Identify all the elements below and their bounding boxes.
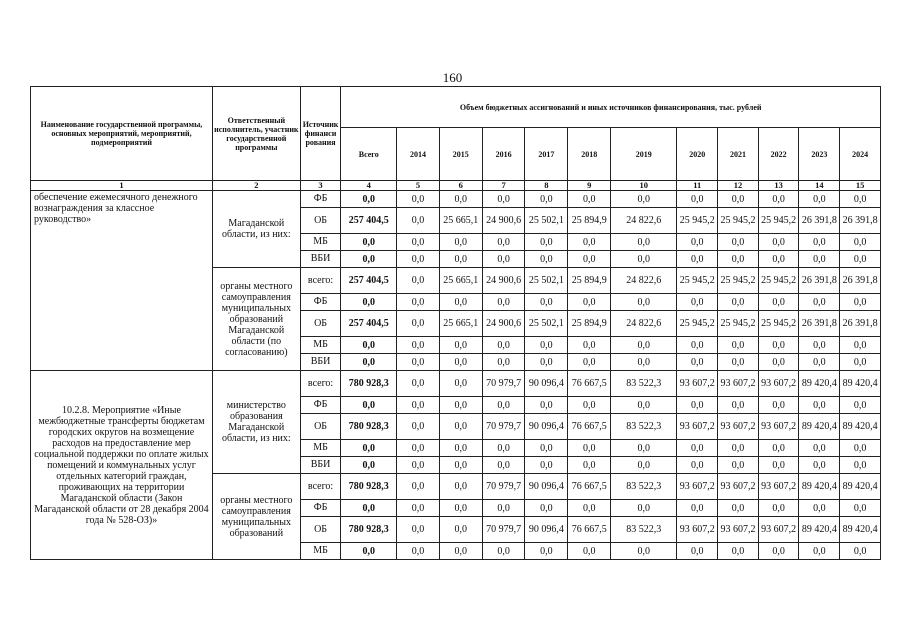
year-value: 0,0 xyxy=(439,517,482,543)
year-value: 25 665,1 xyxy=(439,268,482,294)
column-number: 15 xyxy=(840,181,881,191)
year-value: 83 522,3 xyxy=(611,371,677,397)
funding-source: ВБИ xyxy=(300,354,341,371)
year-value: 0,0 xyxy=(397,268,440,294)
year-value: 0,0 xyxy=(677,337,718,354)
year-value: 0,0 xyxy=(840,457,881,474)
year-value: 0,0 xyxy=(840,543,881,560)
year-value: 93 607,2 xyxy=(677,371,718,397)
year-value: 90 096,4 xyxy=(525,414,568,440)
year-value: 76 667,5 xyxy=(568,474,611,500)
year-value: 25 502,1 xyxy=(525,208,568,234)
year-value: 0,0 xyxy=(799,354,840,371)
table-row xyxy=(31,191,881,208)
column-number: 3 xyxy=(300,181,341,191)
year-value: 0,0 xyxy=(840,397,881,414)
year-value: 0,0 xyxy=(611,440,677,457)
year-value: 0,0 xyxy=(758,337,799,354)
year-value: 0,0 xyxy=(568,294,611,311)
year-value: 0,0 xyxy=(482,457,525,474)
year-value: 0,0 xyxy=(677,294,718,311)
header-year: 2023 xyxy=(799,128,840,181)
year-value: 0,0 xyxy=(611,294,677,311)
column-number: 1 xyxy=(31,181,213,191)
header-source: Источник финанси рования xyxy=(300,87,341,181)
year-value: 70 979,7 xyxy=(482,474,525,500)
year-value: 0,0 xyxy=(525,191,568,208)
year-value: 0,0 xyxy=(799,440,840,457)
year-value: 0,0 xyxy=(482,354,525,371)
year-value: 26 391,8 xyxy=(799,268,840,294)
year-value: 0,0 xyxy=(718,543,759,560)
year-value: 0,0 xyxy=(799,397,840,414)
year-value: 0,0 xyxy=(482,294,525,311)
year-value: 0,0 xyxy=(799,337,840,354)
year-value: 0,0 xyxy=(397,517,440,543)
year-value: 0,0 xyxy=(397,500,440,517)
year-value: 90 096,4 xyxy=(525,474,568,500)
year-value: 0,0 xyxy=(611,234,677,251)
year-value: 0,0 xyxy=(799,251,840,268)
year-value: 25 894,9 xyxy=(568,311,611,337)
measure-name: обеспечение ежемесячного денежного вознаграждения за классное руководство» xyxy=(31,191,213,371)
year-value: 0,0 xyxy=(677,440,718,457)
year-value: 93 607,2 xyxy=(677,474,718,500)
column-number: 2 xyxy=(212,181,300,191)
year-value: 89 420,4 xyxy=(840,414,881,440)
year-value: 0,0 xyxy=(611,457,677,474)
funding-source: ВБИ xyxy=(300,251,341,268)
funding-source: всего: xyxy=(300,474,341,500)
year-value: 0,0 xyxy=(611,251,677,268)
year-value: 0,0 xyxy=(758,500,799,517)
year-value: 0,0 xyxy=(718,457,759,474)
header-year: 2021 xyxy=(718,128,759,181)
year-value: 89 420,4 xyxy=(799,371,840,397)
year-value: 0,0 xyxy=(482,543,525,560)
year-value: 89 420,4 xyxy=(840,371,881,397)
funding-source: ФБ xyxy=(300,294,341,311)
year-value: 26 391,8 xyxy=(840,311,881,337)
year-value: 0,0 xyxy=(482,234,525,251)
year-value: 0,0 xyxy=(439,294,482,311)
column-number: 6 xyxy=(439,181,482,191)
year-value: 0,0 xyxy=(397,208,440,234)
year-value: 0,0 xyxy=(482,397,525,414)
year-value: 25 945,2 xyxy=(758,268,799,294)
year-value: 93 607,2 xyxy=(718,371,759,397)
year-value: 25 665,1 xyxy=(439,208,482,234)
total-value: 780 928,3 xyxy=(341,474,397,500)
year-value: 0,0 xyxy=(677,457,718,474)
year-value: 0,0 xyxy=(525,251,568,268)
total-value: 780 928,3 xyxy=(341,517,397,543)
year-value: 0,0 xyxy=(568,234,611,251)
year-value: 0,0 xyxy=(677,191,718,208)
year-value: 25 894,9 xyxy=(568,268,611,294)
header-name: Наименование государственной программы, основных мероприятий, мероприятий, подмероприятий xyxy=(31,87,213,181)
column-number: 5 xyxy=(397,181,440,191)
measure-name: 10.2.8. Мероприятие «Иные межбюджетные трансферты бюджетам городских округов на возмещение расходов на предоставление мер социальной поддержки по оплате жилых помещений и коммунальных услуг отдельных категорий граждан, проживающих на территории Магаданской области (Закон Магаданской области от 28 декабря 2004 года № 528-ОЗ)» xyxy=(31,371,213,560)
year-value: 93 607,2 xyxy=(718,474,759,500)
year-value: 25 945,2 xyxy=(758,311,799,337)
funding-source: всего: xyxy=(300,268,341,294)
year-value: 90 096,4 xyxy=(525,371,568,397)
year-value: 0,0 xyxy=(677,354,718,371)
year-value: 0,0 xyxy=(568,251,611,268)
year-value: 0,0 xyxy=(439,500,482,517)
total-value: 0,0 xyxy=(341,234,397,251)
executor-name: Магаданской области, из них: xyxy=(212,191,300,268)
year-value: 0,0 xyxy=(799,294,840,311)
year-value: 0,0 xyxy=(677,543,718,560)
year-value: 0,0 xyxy=(677,234,718,251)
year-value: 0,0 xyxy=(758,191,799,208)
funding-source: ВБИ xyxy=(300,457,341,474)
year-value: 25 894,9 xyxy=(568,208,611,234)
year-value: 25 945,2 xyxy=(758,208,799,234)
total-value: 780 928,3 xyxy=(341,414,397,440)
year-value: 0,0 xyxy=(611,500,677,517)
year-value: 0,0 xyxy=(758,294,799,311)
year-value: 0,0 xyxy=(718,397,759,414)
budget-table xyxy=(30,86,881,560)
year-value: 0,0 xyxy=(718,440,759,457)
year-value: 26 391,8 xyxy=(799,311,840,337)
year-value: 0,0 xyxy=(718,337,759,354)
table-row xyxy=(31,371,881,397)
page-number: 160 xyxy=(442,70,463,85)
year-value: 0,0 xyxy=(840,337,881,354)
total-value: 780 928,3 xyxy=(341,371,397,397)
funding-source: ОБ xyxy=(300,517,341,543)
year-value: 0,0 xyxy=(840,191,881,208)
year-value: 0,0 xyxy=(677,251,718,268)
total-value: 0,0 xyxy=(341,397,397,414)
year-value: 0,0 xyxy=(439,371,482,397)
funding-source: МБ xyxy=(300,234,341,251)
year-value: 76 667,5 xyxy=(568,517,611,543)
year-value: 93 607,2 xyxy=(677,517,718,543)
year-value: 0,0 xyxy=(439,543,482,560)
year-value: 0,0 xyxy=(677,397,718,414)
year-value: 0,0 xyxy=(397,371,440,397)
year-value: 0,0 xyxy=(758,251,799,268)
year-value: 70 979,7 xyxy=(482,414,525,440)
total-value: 0,0 xyxy=(341,457,397,474)
column-number: 9 xyxy=(568,181,611,191)
year-value: 0,0 xyxy=(397,337,440,354)
year-value: 0,0 xyxy=(568,191,611,208)
year-value: 0,0 xyxy=(397,191,440,208)
funding-source: ФБ xyxy=(300,397,341,414)
year-value: 25 945,2 xyxy=(677,311,718,337)
year-value: 0,0 xyxy=(611,337,677,354)
year-value: 25 502,1 xyxy=(525,311,568,337)
header-year: 2020 xyxy=(677,128,718,181)
column-number: 10 xyxy=(611,181,677,191)
year-value: 0,0 xyxy=(525,354,568,371)
year-value: 0,0 xyxy=(482,251,525,268)
year-value: 89 420,4 xyxy=(840,474,881,500)
year-value: 0,0 xyxy=(525,234,568,251)
year-value: 0,0 xyxy=(799,234,840,251)
year-value: 26 391,8 xyxy=(840,208,881,234)
year-value: 93 607,2 xyxy=(758,474,799,500)
funding-source: ФБ xyxy=(300,191,341,208)
year-value: 0,0 xyxy=(677,500,718,517)
total-value: 257 404,5 xyxy=(341,311,397,337)
year-value: 25 665,1 xyxy=(439,311,482,337)
year-value: 0,0 xyxy=(397,234,440,251)
year-value: 0,0 xyxy=(439,474,482,500)
year-value: 76 667,5 xyxy=(568,414,611,440)
year-value: 0,0 xyxy=(718,251,759,268)
year-value: 24 900,6 xyxy=(482,268,525,294)
year-value: 0,0 xyxy=(840,500,881,517)
year-value: 0,0 xyxy=(799,500,840,517)
year-value: 0,0 xyxy=(482,337,525,354)
funding-source: МБ xyxy=(300,543,341,560)
year-value: 0,0 xyxy=(439,191,482,208)
year-value: 25 945,2 xyxy=(718,208,759,234)
total-value: 0,0 xyxy=(341,337,397,354)
executor-name: министерство образования Магаданской области, из них: xyxy=(212,371,300,474)
year-value: 0,0 xyxy=(611,191,677,208)
year-value: 0,0 xyxy=(397,397,440,414)
year-value: 0,0 xyxy=(611,397,677,414)
total-value: 0,0 xyxy=(341,294,397,311)
year-value: 24 900,6 xyxy=(482,208,525,234)
total-value: 0,0 xyxy=(341,354,397,371)
year-value: 0,0 xyxy=(397,440,440,457)
total-value: 257 404,5 xyxy=(341,268,397,294)
year-value: 0,0 xyxy=(611,543,677,560)
year-value: 0,0 xyxy=(799,191,840,208)
header-year: 2019 xyxy=(611,128,677,181)
year-value: 0,0 xyxy=(718,354,759,371)
year-value: 0,0 xyxy=(568,500,611,517)
year-value: 0,0 xyxy=(840,251,881,268)
year-value: 0,0 xyxy=(840,234,881,251)
year-value: 83 522,3 xyxy=(611,414,677,440)
year-value: 70 979,7 xyxy=(482,517,525,543)
header-year: 2016 xyxy=(482,128,525,181)
year-value: 0,0 xyxy=(758,234,799,251)
total-value: 0,0 xyxy=(341,500,397,517)
column-number: 8 xyxy=(525,181,568,191)
year-value: 0,0 xyxy=(568,457,611,474)
year-value: 93 607,2 xyxy=(758,414,799,440)
year-value: 0,0 xyxy=(758,440,799,457)
year-value: 0,0 xyxy=(397,354,440,371)
year-value: 25 945,2 xyxy=(718,311,759,337)
year-value: 25 502,1 xyxy=(525,268,568,294)
year-value: 0,0 xyxy=(525,500,568,517)
funding-source: всего: xyxy=(300,371,341,397)
year-value: 0,0 xyxy=(397,251,440,268)
year-value: 0,0 xyxy=(439,414,482,440)
year-value: 26 391,8 xyxy=(799,208,840,234)
year-value: 83 522,3 xyxy=(611,517,677,543)
year-value: 25 945,2 xyxy=(677,268,718,294)
year-value: 0,0 xyxy=(568,543,611,560)
year-value: 0,0 xyxy=(439,337,482,354)
total-value: 257 404,5 xyxy=(341,208,397,234)
executor-name: органы местного самоуправления муниципальных образований xyxy=(212,474,300,560)
year-value: 89 420,4 xyxy=(799,517,840,543)
year-value: 93 607,2 xyxy=(718,414,759,440)
funding-source: ОБ xyxy=(300,414,341,440)
year-value: 90 096,4 xyxy=(525,517,568,543)
year-value: 0,0 xyxy=(799,457,840,474)
year-value: 0,0 xyxy=(758,457,799,474)
header-year: 2014 xyxy=(397,128,440,181)
funding-source: ФБ xyxy=(300,500,341,517)
year-value: 0,0 xyxy=(525,440,568,457)
funding-source: МБ xyxy=(300,337,341,354)
year-value: 24 822,6 xyxy=(611,311,677,337)
year-value: 0,0 xyxy=(568,337,611,354)
header-year: 2024 xyxy=(840,128,881,181)
total-value: 0,0 xyxy=(341,251,397,268)
total-value: 0,0 xyxy=(341,191,397,208)
column-number: 13 xyxy=(758,181,799,191)
total-value: 0,0 xyxy=(341,440,397,457)
year-value: 0,0 xyxy=(482,440,525,457)
year-value: 83 522,3 xyxy=(611,474,677,500)
year-value: 89 420,4 xyxy=(799,414,840,440)
header-year: 2017 xyxy=(525,128,568,181)
year-value: 0,0 xyxy=(439,440,482,457)
year-value: 0,0 xyxy=(525,457,568,474)
year-value: 70 979,7 xyxy=(482,371,525,397)
year-value: 0,0 xyxy=(397,414,440,440)
header-year: 2022 xyxy=(758,128,799,181)
year-value: 0,0 xyxy=(439,354,482,371)
column-number: 4 xyxy=(341,181,397,191)
year-value: 93 607,2 xyxy=(758,371,799,397)
year-value: 0,0 xyxy=(525,543,568,560)
column-number: 11 xyxy=(677,181,718,191)
year-value: 0,0 xyxy=(397,543,440,560)
year-value: 0,0 xyxy=(397,474,440,500)
year-value: 0,0 xyxy=(397,311,440,337)
header-year: 2015 xyxy=(439,128,482,181)
year-value: 0,0 xyxy=(439,251,482,268)
year-value: 0,0 xyxy=(568,354,611,371)
year-value: 0,0 xyxy=(397,294,440,311)
year-value: 24 822,6 xyxy=(611,208,677,234)
year-value: 0,0 xyxy=(439,397,482,414)
header-year: 2018 xyxy=(568,128,611,181)
funding-source: ОБ xyxy=(300,208,341,234)
funding-source: МБ xyxy=(300,440,341,457)
year-value: 25 945,2 xyxy=(677,208,718,234)
header-year: Всего xyxy=(341,128,397,181)
column-number: 7 xyxy=(482,181,525,191)
total-value: 0,0 xyxy=(341,543,397,560)
column-number: 12 xyxy=(718,181,759,191)
year-value: 25 945,2 xyxy=(718,268,759,294)
year-value: 0,0 xyxy=(525,294,568,311)
year-value: 0,0 xyxy=(482,191,525,208)
year-value: 0,0 xyxy=(840,440,881,457)
executor-name: органы местного самоуправления муниципальных образований Магаданской области (по согласованию) xyxy=(212,268,300,371)
year-value: 93 607,2 xyxy=(718,517,759,543)
column-number: 14 xyxy=(799,181,840,191)
year-value: 89 420,4 xyxy=(799,474,840,500)
year-value: 0,0 xyxy=(568,440,611,457)
header-executor: Ответственный исполнитель, участник государственной программы xyxy=(212,87,300,181)
year-value: 89 420,4 xyxy=(840,517,881,543)
year-value: 0,0 xyxy=(525,337,568,354)
year-value: 0,0 xyxy=(611,354,677,371)
header-volume: Объем бюджетных ассигнований и иных источников финансирования, тыс. рублей xyxy=(341,87,881,128)
year-value: 0,0 xyxy=(718,500,759,517)
year-value: 93 607,2 xyxy=(758,517,799,543)
year-value: 24 900,6 xyxy=(482,311,525,337)
year-value: 0,0 xyxy=(525,397,568,414)
year-value: 0,0 xyxy=(439,457,482,474)
year-value: 0,0 xyxy=(718,191,759,208)
year-value: 0,0 xyxy=(482,500,525,517)
year-value: 93 607,2 xyxy=(677,414,718,440)
year-value: 0,0 xyxy=(397,457,440,474)
year-value: 24 822,6 xyxy=(611,268,677,294)
year-value: 26 391,8 xyxy=(840,268,881,294)
funding-source: ОБ xyxy=(300,311,341,337)
year-value: 0,0 xyxy=(718,234,759,251)
year-value: 0,0 xyxy=(758,397,799,414)
year-value: 76 667,5 xyxy=(568,371,611,397)
year-value: 0,0 xyxy=(840,294,881,311)
year-value: 0,0 xyxy=(758,354,799,371)
year-value: 0,0 xyxy=(799,543,840,560)
year-value: 0,0 xyxy=(758,543,799,560)
year-value: 0,0 xyxy=(840,354,881,371)
year-value: 0,0 xyxy=(568,397,611,414)
year-value: 0,0 xyxy=(718,294,759,311)
year-value: 0,0 xyxy=(439,234,482,251)
